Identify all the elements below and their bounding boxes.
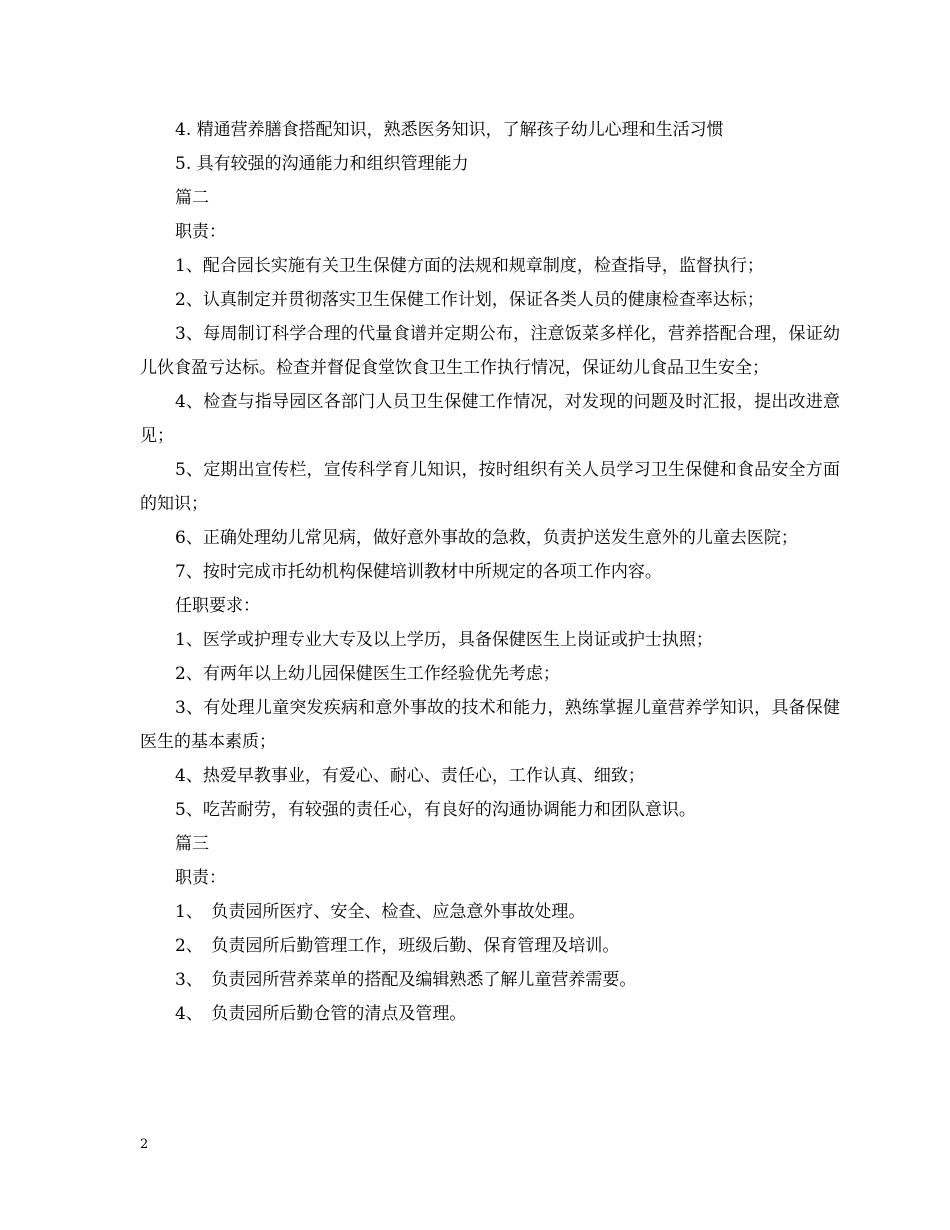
list-item: 3、 负责园所营养菜单的搭配及编辑熟悉了解儿童营养需要。 bbox=[175, 970, 637, 990]
page-number: 2 bbox=[140, 1137, 149, 1152]
list-item: 2、认真制定并贯彻落实卫生保健工作计划，保证各类人员的健康检查率达标； bbox=[175, 290, 764, 310]
list-item: 3、有处理儿童突发疾病和意外事故的技术和能力，熟练掌握儿童营养学知识，具备保健医生的基本素质； bbox=[140, 698, 840, 752]
subsection-label: 职责： bbox=[175, 868, 226, 888]
document-body bbox=[140, 113, 840, 1031]
paragraph: 5. 具有较强的沟通能力和组织管理能力 bbox=[175, 154, 469, 174]
list-item: 6、正确处理幼儿常见病，做好意外事故的急救，负责护送发生意外的儿童去医院； bbox=[175, 528, 798, 548]
list-item: 5、定期出宣传栏，宣传科学育儿知识，按时组织有关人员学习卫生保健和食品安全方面的知识； bbox=[140, 460, 840, 514]
list-item: 4、检查与指导园区各部门人员卫生保健工作情况，对发现的问题及时汇报，提出改进意见； bbox=[140, 392, 840, 446]
list-item: 2、有两年以上幼儿园保健医生工作经验优先考虑； bbox=[175, 664, 560, 684]
section-heading: 篇三 bbox=[175, 834, 209, 854]
subsection-label: 职责： bbox=[175, 222, 226, 242]
list-item: 1、配合园长实施有关卫生保健方面的法规和规章制度，检查指导，监督执行； bbox=[175, 256, 764, 276]
list-item: 7、按时完成市托幼机构保健培训教材中所规定的各项工作内容。 bbox=[175, 562, 662, 582]
list-item: 4、热爱早教事业，有爱心、耐心、责任心，工作认真、细致； bbox=[175, 766, 645, 786]
list-item: 1、 负责园所医疗、安全、检查、应急意外事故处理。 bbox=[175, 902, 586, 922]
subsection-label: 任职要求： bbox=[175, 596, 260, 616]
list-item: 1、医学或护理专业大专及以上学历，具备保健医生上岗证或护士执照； bbox=[175, 630, 713, 650]
paragraph: 4. 精通营养膳食搭配知识，熟悉医务知识，了解孩子幼儿心理和生活习惯 bbox=[175, 120, 724, 140]
section-heading: 篇二 bbox=[175, 188, 209, 208]
list-item: 4、 负责园所后勤仓管的清点及管理。 bbox=[175, 1004, 467, 1024]
list-item: 2、 负责园所后勤管理工作，班级后勤、保育管理及培训。 bbox=[175, 936, 620, 956]
list-item: 5、吃苦耐劳，有较强的责任心，有良好的沟通协调能力和团队意识。 bbox=[175, 800, 696, 820]
list-item: 3、每周制订科学合理的代量食谱并定期公布，注意饭菜多样化，营养搭配合理，保证幼儿伙食盈亏达标。检查并督促食堂饮食卫生工作执行情况，保证幼儿食品卫生安全； bbox=[140, 324, 840, 378]
